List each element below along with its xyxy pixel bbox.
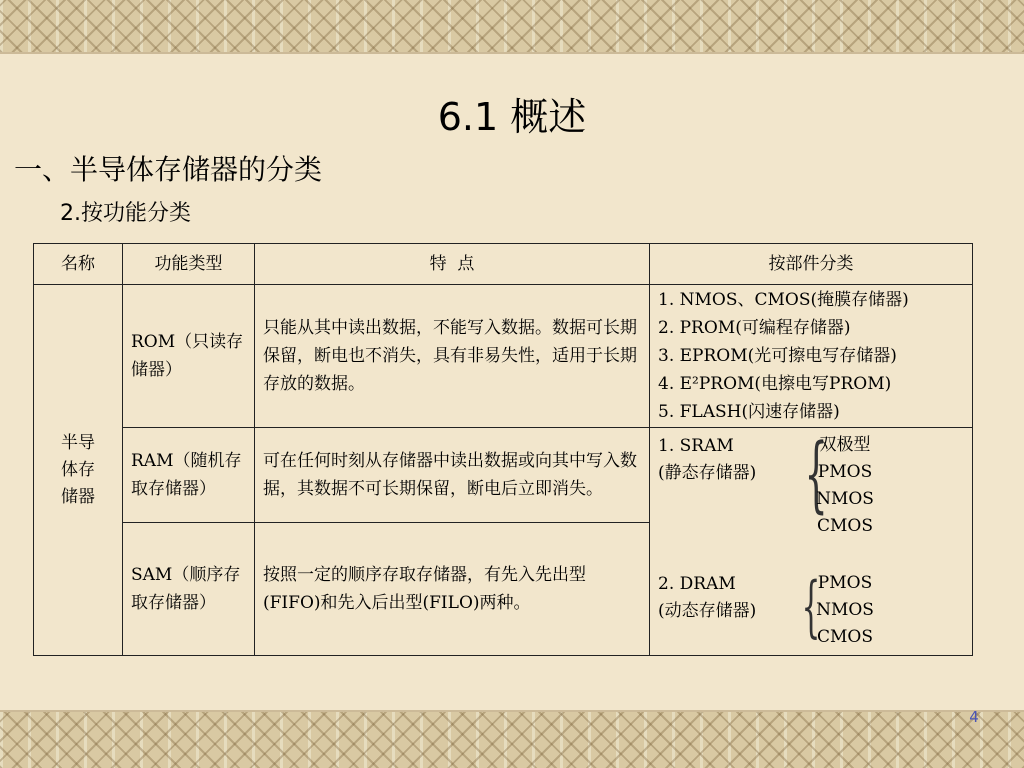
- sram-options: [810, 432, 880, 540]
- decorative-bottom-border: [0, 712, 1024, 768]
- dram-label: 2. DRAM: [658, 574, 736, 594]
- sram-brace: {: [804, 427, 828, 522]
- list-item: NMOS: [816, 600, 874, 620]
- table-row: [34, 285, 973, 428]
- type-ram: RAM（随机存取存储器）: [123, 428, 255, 523]
- parts-rom: [650, 285, 973, 428]
- list-item: CMOS: [817, 516, 873, 536]
- type-sam: SAM（顺序存取存储器）: [123, 523, 255, 656]
- list-item: 双极型: [819, 435, 871, 455]
- dram-options: [810, 570, 880, 651]
- section-heading: 一、半导体存储器的分类: [14, 153, 323, 186]
- subsection-heading: 2.按功能分类: [60, 201, 191, 226]
- decorative-top-border: [0, 0, 1024, 52]
- list-item: NMOS: [816, 489, 874, 509]
- list-item: PMOS: [817, 462, 873, 482]
- classification-table: [33, 243, 973, 656]
- sram-label: 1. SRAM: [658, 436, 734, 456]
- header-name: 名称: [34, 244, 123, 285]
- list-item: 2. PROM(可编程存储器): [658, 318, 851, 338]
- parts-ram: [650, 428, 973, 656]
- type-rom: ROM（只读存储器）: [123, 285, 255, 428]
- list-item: 5. FLASH(闪速存储器): [658, 402, 840, 422]
- list-item: CMOS: [817, 627, 873, 647]
- feature-ram: 可在任何时刻从存储器中读出数据或向其中写入数据，其数据不可长期保留，断电后立即消失。: [255, 428, 650, 523]
- list-item: 4. E²PROM(电擦电写PROM): [658, 374, 892, 394]
- feature-rom: 只能从其中读出数据，不能写入数据。数据可长期保留，断电也不消失，具有非易失性，适用于长期存放的数据。: [255, 285, 650, 428]
- rom-parts-list: [658, 286, 964, 426]
- slide-title: 6.1 概述: [437, 95, 587, 139]
- table-header-row: [34, 244, 973, 285]
- sram-sublabel: (静态存储器): [658, 463, 757, 483]
- list-item: PMOS: [817, 573, 873, 593]
- header-parts: 按部件分类: [650, 244, 973, 285]
- table-row: [34, 428, 973, 523]
- ram-parts: [658, 427, 964, 650]
- list-item: 3. EPROM(光可擦电写存储器): [658, 346, 897, 366]
- name-cell: 半导 体存 储器: [34, 285, 123, 656]
- header-feature: 特 点: [255, 244, 650, 285]
- dram-sublabel: (动态存储器): [658, 601, 757, 621]
- bottom-border-edge: [0, 710, 1024, 712]
- top-border-edge: [0, 52, 1024, 54]
- feature-sam: 按照一定的顺序存取存储器，有先入先出型(FIFO)和先入后出型(FILO)两种。: [255, 523, 650, 656]
- dram-brace: {: [801, 568, 821, 645]
- header-type: 功能类型: [123, 244, 255, 285]
- page-number: 4: [969, 708, 979, 726]
- list-item: 1. NMOS、CMOS(掩膜存储器): [658, 290, 909, 310]
